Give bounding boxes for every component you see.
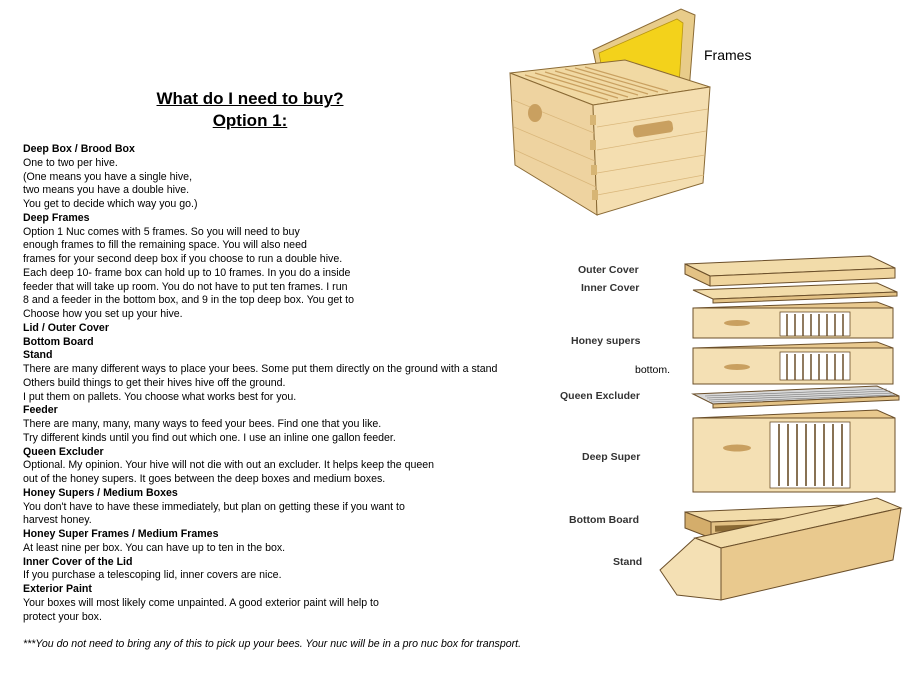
section-heading: Inner Cover of the Lid bbox=[23, 555, 133, 568]
body-line: Try different kinds until you find out which one. I use an inline one gallon feeder. bbox=[23, 431, 396, 444]
body-line: At least nine per box. You can have up to ten in the box. bbox=[23, 541, 286, 554]
body-line: protect your box. bbox=[23, 610, 102, 623]
body-line: There are many different ways to place your bees. Some put them directly on the ground with a stand bbox=[23, 363, 498, 375]
body-line: I put them on pallets. You choose what works best for you. bbox=[23, 390, 297, 403]
section-heading: Feeder bbox=[23, 404, 58, 417]
label-bottom-board: Bottom Board bbox=[569, 514, 639, 526]
outer-cover-part bbox=[685, 256, 895, 286]
body-line: If you purchase a telescoping lid, inner covers are nice. bbox=[23, 569, 282, 582]
body-line: (One means you have a single hive, bbox=[23, 170, 193, 183]
section-heading: Stand bbox=[23, 349, 53, 362]
body-line: Others build things to get their hives hive off the ground. bbox=[23, 376, 286, 389]
body-line: Each deep 10- frame box can hold up to 10 frames. In you do a inside bbox=[23, 266, 351, 279]
label-stand: Stand bbox=[613, 556, 643, 568]
page-subtitle: Option 1: bbox=[212, 111, 288, 130]
body-line: harvest honey. bbox=[23, 514, 92, 527]
hive-box-photo bbox=[505, 5, 725, 220]
section-heading: Deep Box / Brood Box bbox=[23, 143, 135, 155]
body-line: You don't have to have these immediately, but plan on getting these if you want to bbox=[23, 500, 405, 513]
honey-super-2 bbox=[693, 342, 893, 384]
honey-super-1 bbox=[693, 302, 893, 338]
section-heading: Honey Super Frames / Medium Frames bbox=[23, 528, 219, 540]
body-line: Option 1 Nuc comes with 5 frames. So you will need to buy bbox=[23, 225, 300, 238]
label-queen-excluder: Queen Excluder bbox=[560, 390, 640, 402]
shopping-list bbox=[23, 143, 553, 624]
frames-label: Frames bbox=[704, 47, 752, 63]
section-heading: Bottom Board bbox=[23, 335, 94, 348]
body-line: 8 and a feeder in the bottom box, and 9 in the top deep box. You get to bbox=[23, 294, 355, 307]
page-title: What do I need to buy? bbox=[156, 89, 344, 108]
hive-diagram bbox=[655, 250, 905, 610]
body-line: There are many, many, many ways to feed your bees. Find one that you like. bbox=[23, 418, 382, 430]
footnote: ***You do not need to bring any of this to pick up your bees. Your nuc will be in a pro nuc box for transport. bbox=[23, 638, 522, 650]
label-honey-supers: Honey supers bbox=[571, 335, 641, 347]
deep-super-part bbox=[693, 410, 895, 492]
section-heading: Honey Supers / Medium Boxes bbox=[23, 486, 178, 499]
label-bottom-note: bottom. bbox=[635, 364, 671, 376]
label-deep-super: Deep Super bbox=[582, 451, 641, 463]
body-line: Optional. My opinion. Your hive will not die with out an excluder. It helps keep the queen bbox=[23, 459, 435, 472]
body-line: Choose how you set up your hive. bbox=[23, 308, 183, 320]
section-heading: Deep Frames bbox=[23, 211, 90, 224]
label-outer-cover: Outer Cover bbox=[578, 264, 639, 276]
inner-cover-part bbox=[693, 283, 897, 303]
queen-excluder-part bbox=[693, 386, 899, 408]
body-line: frames for your second deep box if you choose to run a double hive. bbox=[23, 253, 343, 265]
label-inner-cover: Inner Cover bbox=[581, 282, 640, 294]
body-line: One to two per hive. bbox=[23, 156, 118, 169]
body-line: out of the honey supers. It goes between the deep boxes and medium boxes. bbox=[23, 473, 386, 485]
body-line: Your boxes will most likely come unpainted. A good exterior paint will help to bbox=[23, 596, 379, 609]
section-heading: Exterior Paint bbox=[23, 583, 92, 595]
body-line: two means you have a double hive. bbox=[23, 184, 190, 197]
body-line: You get to decide which way you go.) bbox=[23, 198, 198, 210]
body-line: enough frames to fill the remaining space. You will also need bbox=[23, 239, 307, 252]
body-line: feeder that will take up room. You do not have to put ten frames. I run bbox=[23, 280, 348, 293]
section-heading: Queen Excluder bbox=[23, 445, 104, 458]
section-heading: Lid / Outer Cover bbox=[23, 321, 109, 334]
